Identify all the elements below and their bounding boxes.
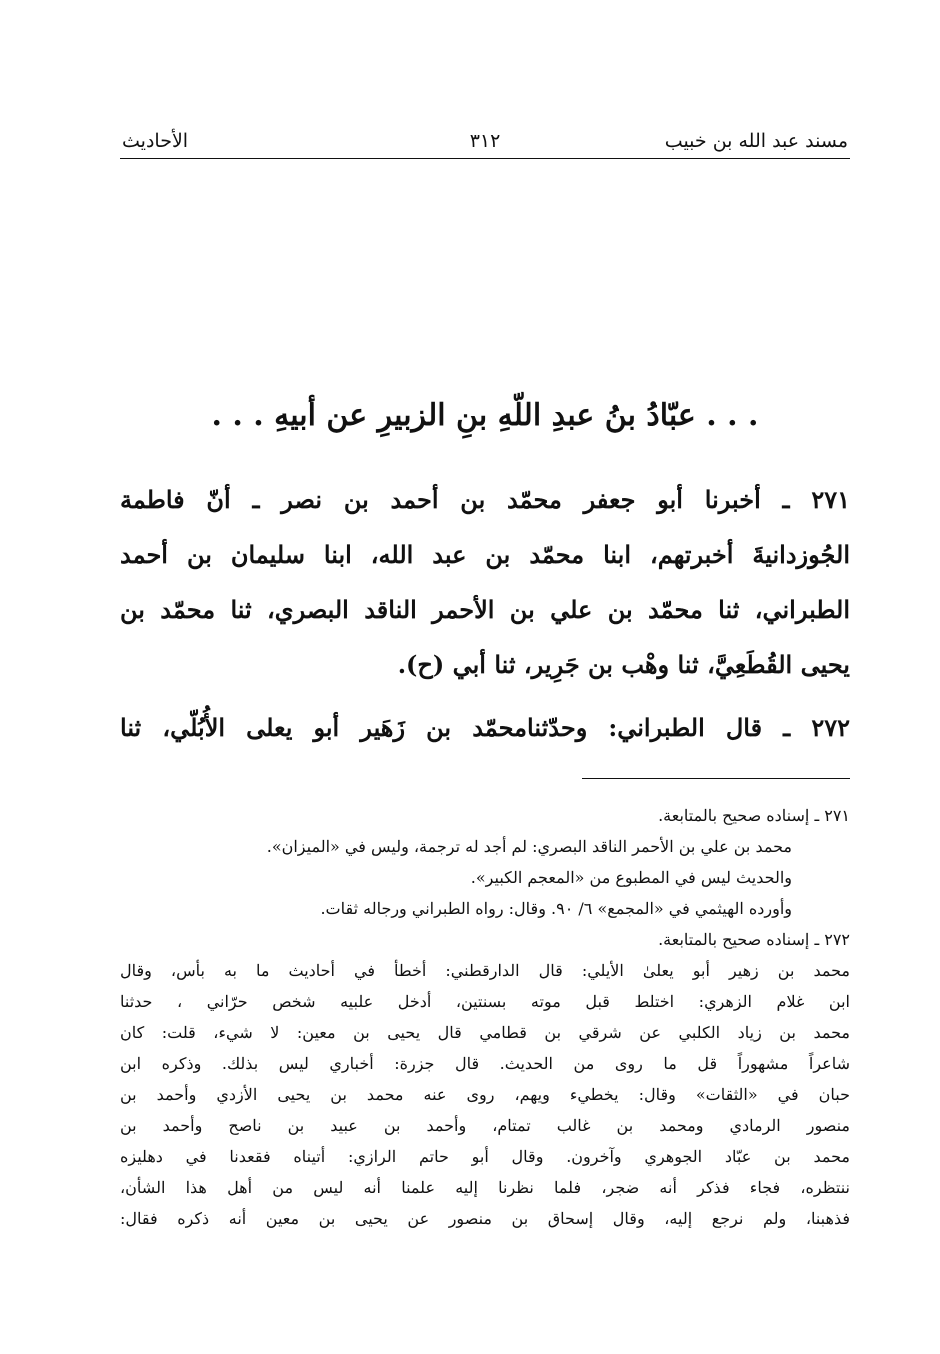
page-number: ٣١٢ <box>469 130 501 152</box>
header-rule <box>120 158 850 159</box>
footnote-line: حبان في «الثقات» وقال: يخطيء ويهم، روى عنه محمد بن يحيى الأزدي وأحمد بن <box>120 1085 850 1104</box>
footnote-line: فذهبنا، ولم نرجع إليه، وقال إسحاق بن منصور عن يحيى بن معين أنه ذكره فقال: <box>120 1209 850 1228</box>
text-line: الجُوزدانيةَ أخبرتهم، ابنا محمّد بن عبد الله، ابنا سليمان بن أحمد <box>120 540 850 569</box>
footnote-271 <box>120 800 850 924</box>
footnote-line: محمد بن زهير أبو يعلىٰ الأيلي: قال الدارقطني: أخطأ في أحاديث ما به بأس، وقال <box>120 961 850 980</box>
footnote-line: منصور الرمادي ومحمد بن غالب تمتام، وأحمد بن عبيد بن ناصح وأحمد بن <box>120 1116 850 1135</box>
hadith-271 <box>120 472 850 692</box>
text-line: ٢٧١ ـ أخبرنا أبو جعفر محمّد بن أحمد بن نصر ـ أنّ فاطمة <box>120 485 850 514</box>
book-title: مسند عبد الله بن خبيب <box>664 130 848 152</box>
section-title: . . . عبّادُ بنُ عبدِ اللّهِ بنِ الزبيرِ عن أبيهِ . . . <box>211 398 759 433</box>
footnote-line: محمد بن عبّاد الجوهري وآخرون. وقال أبو حاتم الرازي: أتيناه فقعدنا في دهليزه <box>120 1147 850 1166</box>
footnote-separator <box>582 778 850 779</box>
footnote-line: والحديث ليس في المطبوع من «المعجم الكبير». <box>470 868 792 887</box>
footnote-line: محمد بن علي بن الأحمر الناقد البصري: لم أجد له ترجمة، وليس في «الميزان». <box>266 837 792 856</box>
footnote-272 <box>120 924 850 1234</box>
footnote-head: ٢٧٢ ـ إسناده صحيح بالمتابعة. <box>658 930 850 949</box>
section-label: الأحاديث <box>122 130 189 152</box>
footnote-line: ننتظره، فجاء فذكر أنه ضجر، فلما نظرنا إليه علمنا أنه ليس من أهل هذا الشأن، <box>120 1178 850 1197</box>
footnote-line: محمد بن زياد الكلبي عن شرقي بن قطامي قال يحيى بن معين: لا شيء، قلت: كان <box>120 1023 850 1042</box>
text-line: ٢٧٢ ـ قال الطبراني: وحدّثنامحمّد بن زَهَير أبو يعلى الأُبُلّي، ثنا <box>120 713 850 742</box>
text-line: يحيى القُطَعِيَّ، ثنا وهْب بن جَرِير، ثنا أبي (ح). <box>397 650 850 679</box>
running-header <box>122 126 848 160</box>
text-line: الطبراني، ثنا محمّد بن علي بن الأحمر الناقد البصري، ثنا محمّد بن <box>120 595 850 624</box>
hadith-272 <box>120 700 850 755</box>
footnote-line: شاعراً مشهوراً قل ما روى من الحديث. قال جزرة: أخباري ليس بذلك. وذكره ابن <box>120 1054 850 1073</box>
footnote-line: وأورده الهيثمي في «المجمع» ٦/ ٩٠. وقال: رواه الطبراني ورجاله ثقات. <box>320 899 792 918</box>
footnote-head: ٢٧١ ـ إسناده صحيح بالمتابعة. <box>658 806 850 825</box>
footnote-line: ابن غلام الزهري: اختلط قبل موته بسنتين، أدخل علبيه شخص حرّاني ، حدثنا <box>120 992 850 1011</box>
